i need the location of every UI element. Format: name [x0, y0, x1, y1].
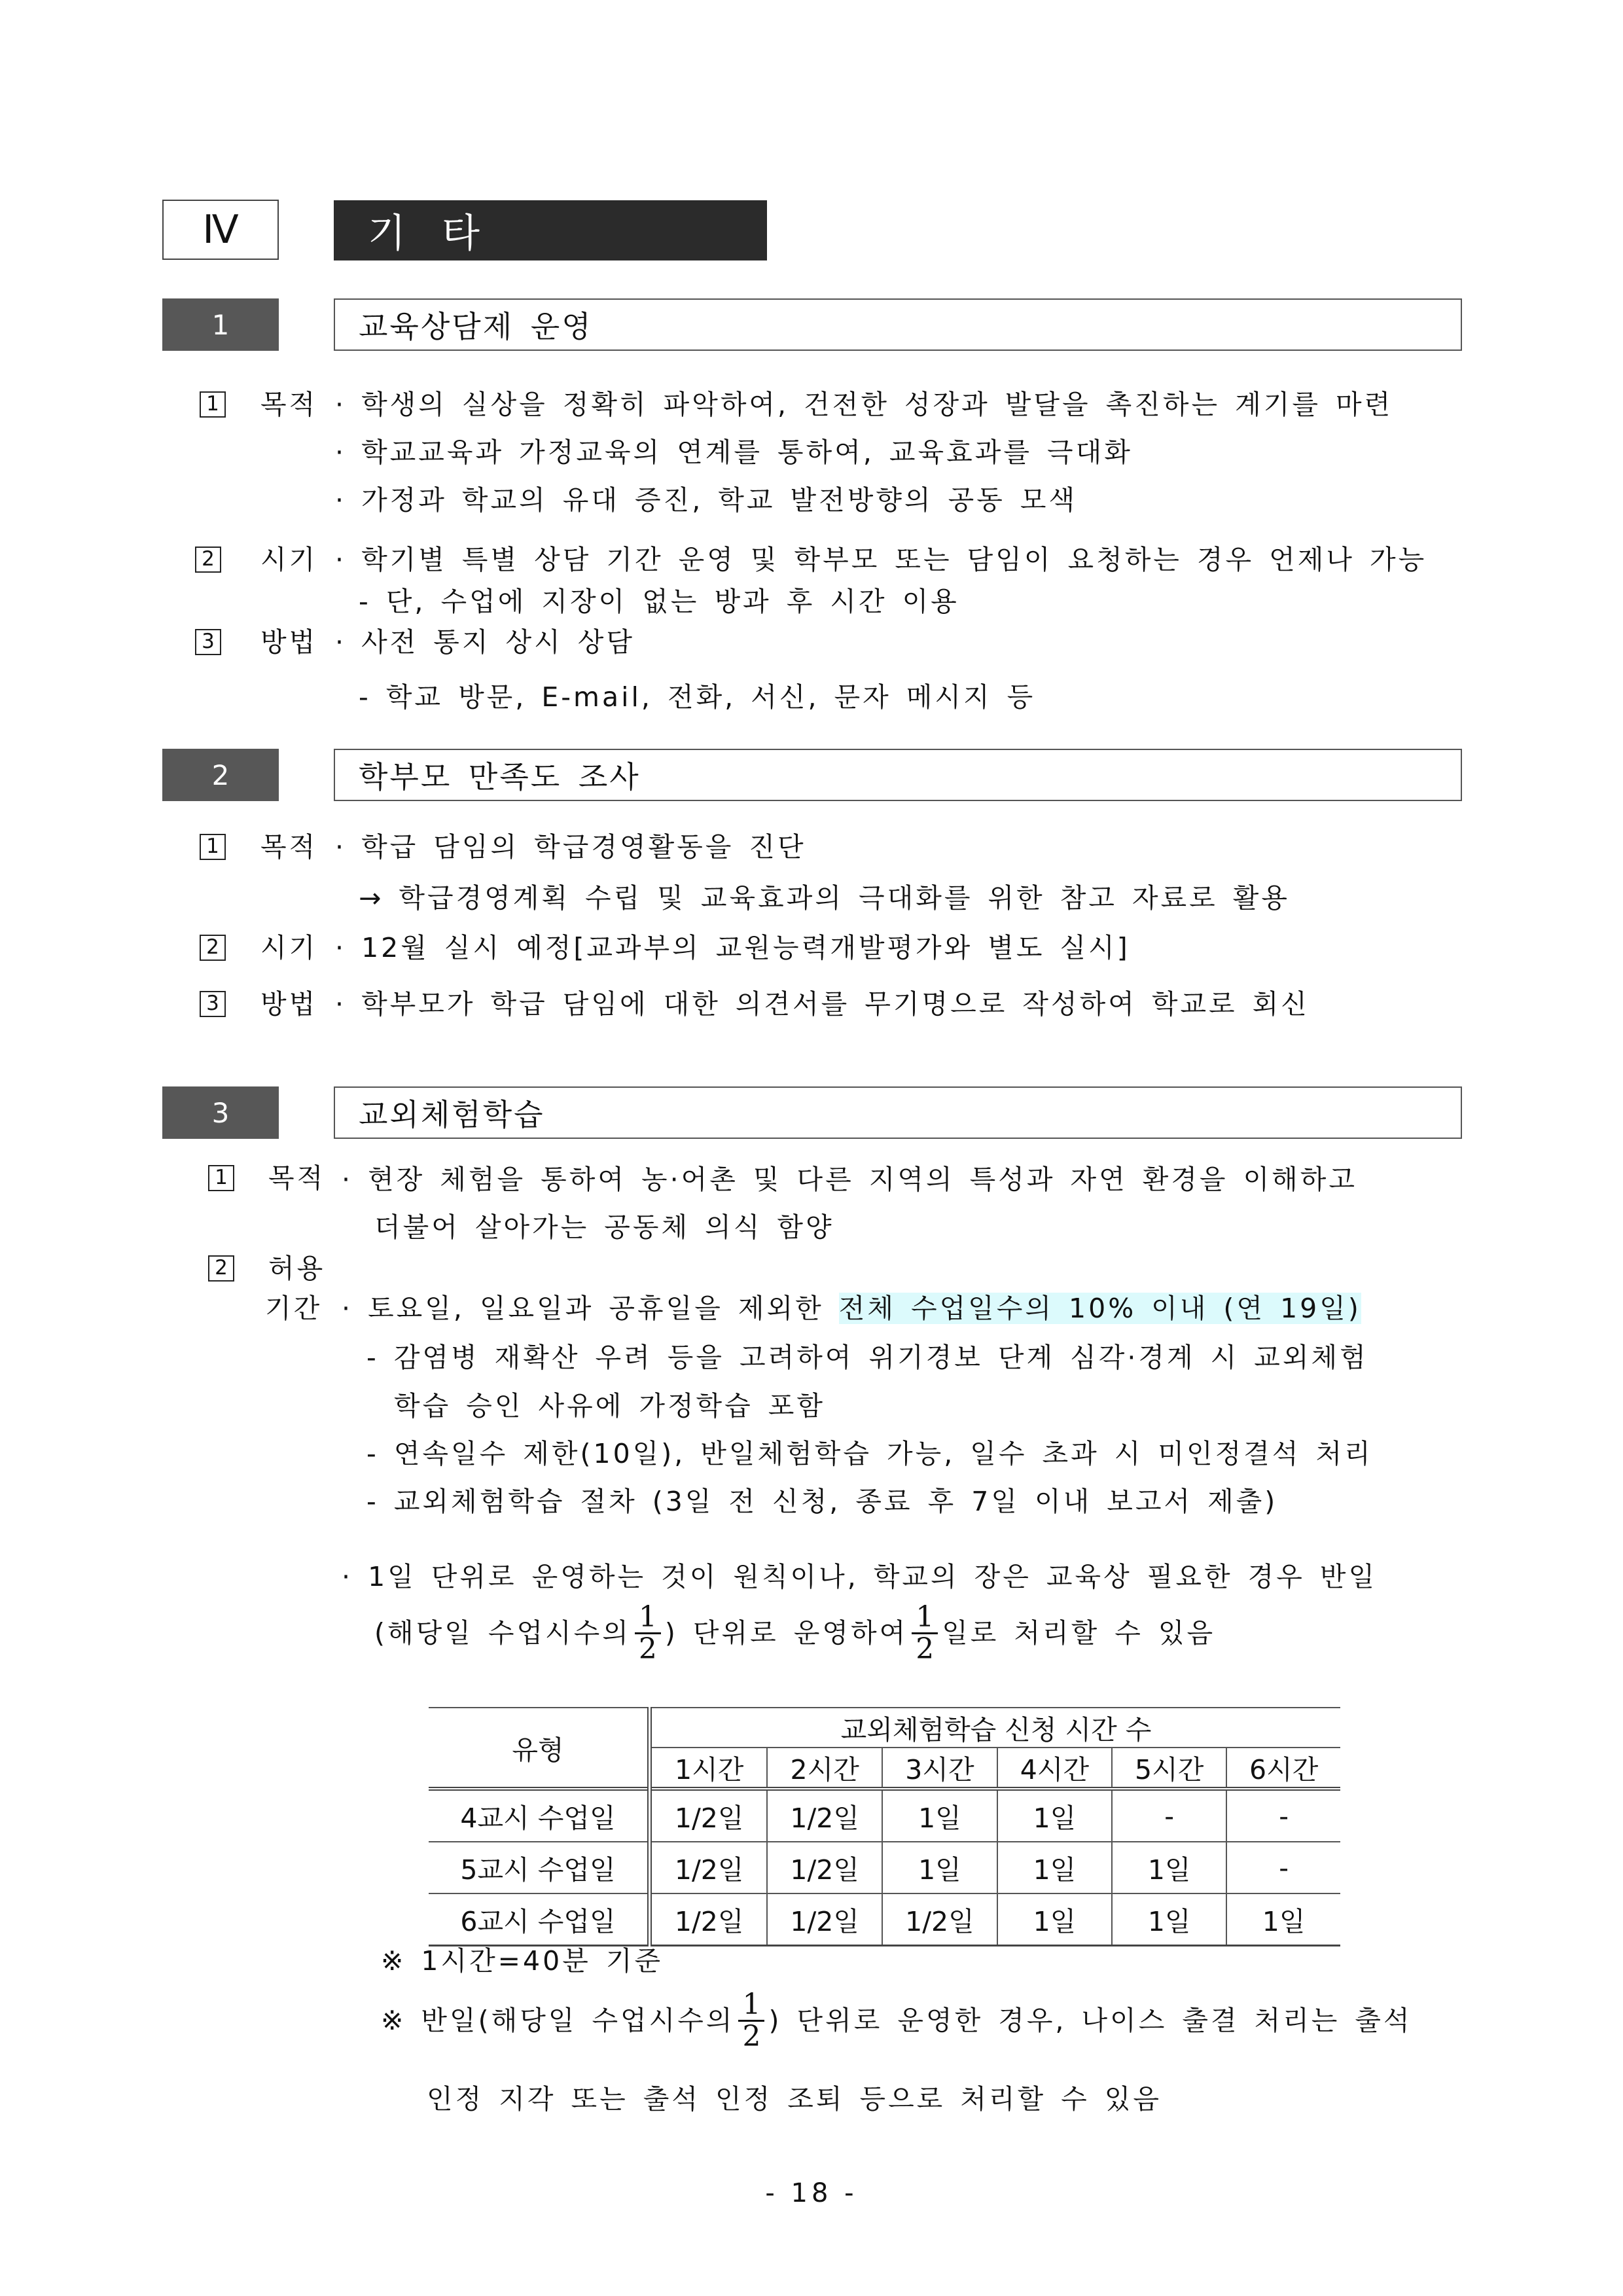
- table-header-hour: 3시간: [882, 1748, 997, 1789]
- item-label: 허용: [268, 1253, 326, 1284]
- table-cell: 1/2일: [767, 1893, 882, 1946]
- text-line: · 학기별 특별 상담 기간 운영 및 학부모 또는 담임이 요청하는 경우 언제나 가능: [335, 544, 1427, 575]
- text-line: · 학급 담임의 학급경영활동을 진단: [335, 831, 806, 863]
- item-label: 시기: [260, 544, 318, 575]
- table-header-hour: 2시간: [767, 1748, 882, 1789]
- text-line: · 학부모가 학급 담임에 대한 의견서를 무기명으로 작성하여 학교로 회신: [335, 988, 1310, 1020]
- field-trip-table: [429, 1707, 1340, 1946]
- row-label: 6교시 수업일: [429, 1893, 650, 1946]
- item-label: 방법: [260, 988, 318, 1020]
- item-marker: 1: [200, 389, 226, 421]
- text-line: · 가정과 학교의 유대 증진, 학교 발전방향의 공동 모색: [335, 484, 1078, 516]
- text-line: · 1일 단위로 운영하는 것이 원칙이나, 학교의 장은 교육상 필요한 경우 반일: [342, 1561, 1378, 1592]
- table-cell: 1/2일: [767, 1842, 882, 1893]
- table-header-group: 교외체험학습 신청 시간 수: [650, 1708, 1341, 1748]
- item-label: 기간: [265, 1293, 323, 1324]
- page-number: - 18 -: [765, 2178, 858, 2208]
- table-cell: 1/2일: [882, 1893, 997, 1946]
- item-marker: 2: [195, 544, 221, 576]
- item-marker: 3: [200, 988, 226, 1020]
- row-label: 5교시 수업일: [429, 1842, 650, 1893]
- section-title: 학부모 만족도 조사: [334, 749, 1462, 801]
- table-cell: 1일: [997, 1842, 1112, 1893]
- note-line-fraction: [381, 1990, 1412, 2052]
- table-header-hour: 5시간: [1112, 1748, 1226, 1789]
- text-line: - 연속일수 제한(10일), 반일체험학습 가능, 일수 초과 시 미인정결석 처리: [366, 1438, 1373, 1469]
- table-row: [429, 1789, 1340, 1842]
- item-marker: 3: [195, 626, 221, 658]
- text-fragment: 일로 처리할 수 있음: [942, 1617, 1216, 1649]
- text-line: · 학생의 실상을 정확히 파악하여, 건전한 성장과 발달을 촉진하는 계기를 마련: [335, 389, 1393, 420]
- item-label: 목적: [260, 831, 318, 863]
- text-line: [342, 1293, 1361, 1325]
- text-line: · 사전 통지 상시 상담: [335, 626, 635, 658]
- highlighted-text: 전체 수업일수의 10% 이내 (연 19일): [838, 1293, 1361, 1324]
- chapter-title: 기 타: [334, 200, 767, 260]
- text-fragment: ) 단위로 운영하여: [664, 1617, 908, 1649]
- table-cell: 1일: [1112, 1893, 1226, 1946]
- item-label: 방법: [260, 626, 318, 658]
- item-marker: 1: [200, 831, 226, 863]
- table-cell: -: [1226, 1842, 1340, 1893]
- table-cell: 1일: [997, 1893, 1112, 1946]
- table-header-hour: 6시간: [1226, 1748, 1340, 1789]
- text-line: · 학교교육과 가정교육의 연계를 통하여, 교육효과를 극대화: [335, 437, 1133, 468]
- item-label: 목적: [260, 389, 318, 420]
- text-fragment: ※ 반일(해당일 수업시수의: [381, 2005, 735, 2037]
- table-cell: -: [1226, 1789, 1340, 1842]
- text-line: - 교외체험학습 절차 (3일 전 신청, 종료 후 7일 이내 보고서 제출): [366, 1486, 1278, 1517]
- text-line: - 감염병 재확산 우려 등을 고려하여 위기경보 단계 심각·경계 시 교외체험: [366, 1342, 1368, 1373]
- text-fragment: (해당일 수업시수의: [374, 1617, 631, 1649]
- table-cell: 1일: [1112, 1842, 1226, 1893]
- text-fragment: ) 단위로 운영한 경우, 나이스 출결 처리는 출석: [768, 2005, 1412, 2037]
- table-header-type: 유형: [429, 1708, 650, 1789]
- table-cell: 1일: [997, 1789, 1112, 1842]
- text-line: · 12월 실시 예정[교과부의 교원능력개발평가와 별도 실시]: [335, 932, 1130, 963]
- table-cell: 1/2일: [650, 1893, 768, 1946]
- item-label: 시기: [260, 932, 318, 963]
- item-marker: 2: [200, 932, 226, 964]
- table-header-hour: 4시간: [997, 1748, 1112, 1789]
- table-cell: -: [1112, 1789, 1226, 1842]
- text-line: - 단, 수업에 지장이 없는 방과 후 시간 이용: [359, 586, 959, 617]
- table-row: [429, 1842, 1340, 1893]
- table-header-hour: 1시간: [650, 1748, 768, 1789]
- text-line-fraction: [374, 1602, 1215, 1664]
- item-marker: 2: [208, 1253, 234, 1285]
- table-cell: 1일: [1226, 1893, 1340, 1946]
- text-line: 학습 승인 사유에 가정학습 포함: [394, 1390, 826, 1422]
- item-label: 목적: [268, 1162, 326, 1194]
- table-cell: 1일: [882, 1842, 997, 1893]
- section-title: 교외체험학습: [334, 1086, 1462, 1139]
- row-label: 4교시 수업일: [429, 1789, 650, 1842]
- text-line: - 학교 방문, E-mail, 전화, 서신, 문자 메시지 등: [359, 681, 1036, 713]
- fraction-half: $\frac{1}{2}$: [738, 1990, 764, 2052]
- item-marker: 1: [208, 1162, 234, 1194]
- section-number: 3: [162, 1086, 279, 1139]
- section-number: 2: [162, 749, 279, 801]
- table-cell: 1/2일: [650, 1789, 768, 1842]
- note-line: ※ 1시간=40분 기준: [381, 1945, 664, 1977]
- text-prefix: · 토요일, 일요일과 공휴일을 제외한: [342, 1293, 839, 1324]
- section-number: 1: [162, 298, 279, 351]
- table-row: [429, 1893, 1340, 1946]
- text-line: · 현장 체험을 통하여 농·어촌 및 다른 지역의 특성과 자연 환경을 이해하고: [342, 1164, 1357, 1195]
- fraction-half: $\frac{1}{2}$: [912, 1602, 938, 1664]
- chapter-numeral: Ⅳ: [162, 200, 279, 260]
- table-cell: 1/2일: [767, 1789, 882, 1842]
- section-title: 교육상담제 운영: [334, 298, 1462, 351]
- table-cell: 1일: [882, 1789, 997, 1842]
- fraction-half: $\frac{1}{2}$: [635, 1602, 661, 1664]
- table-cell: 1/2일: [650, 1842, 768, 1893]
- text-line: 더불어 살아가는 공동체 의식 함양: [374, 1211, 834, 1243]
- text-line: → 학급경영계획 수립 및 교육효과의 극대화를 위한 참고 자료로 활용: [359, 882, 1291, 914]
- note-line: 인정 지각 또는 출석 인정 조퇴 등으로 처리할 수 있음: [427, 2083, 1162, 2115]
